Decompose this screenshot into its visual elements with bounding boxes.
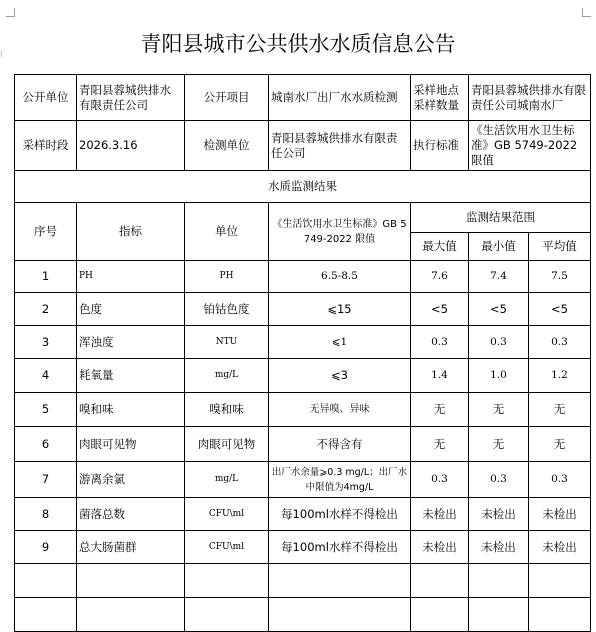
row-item: 肉眼可见物 — [77, 427, 185, 462]
table-row — [15, 393, 591, 427]
row-no: 9 — [15, 531, 77, 564]
row-limit: 每100ml水样不得检出 — [269, 531, 411, 564]
row-limit: ⩽15 — [269, 293, 411, 326]
row-no: 6 — [15, 427, 77, 462]
row-unit: PH — [185, 261, 269, 293]
time-value: 2026.3.16 — [77, 121, 185, 171]
empty-row — [15, 564, 591, 598]
lab-label: 检测单位 — [185, 121, 269, 171]
table-row — [15, 326, 591, 359]
header-row-1 — [15, 203, 591, 233]
row-unit: 肉眼可见物 — [185, 427, 269, 462]
table-row — [15, 462, 591, 498]
water-quality-table — [14, 74, 591, 632]
table-row — [15, 498, 591, 531]
unit-label: 公开单位 — [15, 75, 77, 121]
row-avg: <5 — [529, 293, 591, 326]
row-min: 无 — [469, 427, 529, 462]
row-min: 0.3 — [469, 462, 529, 498]
section-row — [15, 171, 591, 203]
row-no: 1 — [15, 261, 77, 293]
header-min: 最小值 — [469, 233, 529, 261]
row-avg: 无 — [529, 393, 591, 427]
row-min: 7.4 — [469, 261, 529, 293]
row-avg: 无 — [529, 427, 591, 462]
row-avg: 0.3 — [529, 326, 591, 359]
table-row — [15, 293, 591, 326]
row-unit: NTU — [185, 326, 269, 359]
row-min: <5 — [469, 293, 529, 326]
row-max: <5 — [411, 293, 469, 326]
standard-value: 《生活饮用水卫生标准》GB 5749-2022 限值 — [469, 121, 591, 171]
sample-site-value: 青阳县蓉城供排水有限责任公司城南水厂 — [469, 75, 591, 121]
row-avg: 1.2 — [529, 359, 591, 393]
row-unit: CFU\ml — [185, 498, 269, 531]
row-item: 菌落总数 — [77, 498, 185, 531]
row-min: 1.0 — [469, 359, 529, 393]
row-unit: 嗅和味 — [185, 393, 269, 427]
row-limit: 无异嗅、异味 — [269, 393, 411, 427]
row-no: 8 — [15, 498, 77, 531]
row-max: 0.3 — [411, 462, 469, 498]
sample-site-label: 采样地点采样数量 — [411, 75, 469, 121]
header-max: 最大值 — [411, 233, 469, 261]
row-max: 0.3 — [411, 326, 469, 359]
row-max: 未检出 — [411, 531, 469, 564]
time-label: 采样时段 — [15, 121, 77, 171]
row-item: 总大肠菌群 — [77, 531, 185, 564]
page-title: 青阳县城市公共供水水质信息公告 — [140, 32, 456, 56]
row-limit: ⩽1 — [269, 326, 411, 359]
row-no: 5 — [15, 393, 77, 427]
row-avg: 7.5 — [529, 261, 591, 293]
row-max: 无 — [411, 393, 469, 427]
row-limit: 每100ml水样不得检出 — [269, 498, 411, 531]
row-limit: 出厂水余量⩾0.3 mg/L；出厂水中限值为4mg/L — [269, 462, 411, 498]
header-limit: 《生活饮用水卫生标准》GB 5749-2022 限值 — [269, 203, 411, 261]
row-min: 无 — [469, 393, 529, 427]
row-max: 1.4 — [411, 359, 469, 393]
row-item: PH — [77, 261, 185, 293]
row-avg: 未检出 — [529, 498, 591, 531]
row-unit: mg/L — [185, 462, 269, 498]
header-no: 序号 — [15, 203, 77, 261]
header-item: 指标 — [77, 203, 185, 261]
row-item: 色度 — [77, 293, 185, 326]
crop-mark-top-left — [6, 8, 15, 17]
row-item: 嗅和味 — [77, 393, 185, 427]
row-min: 未检出 — [469, 498, 529, 531]
row-max: 无 — [411, 427, 469, 462]
table-row — [15, 427, 591, 462]
row-unit: CFU\ml — [185, 531, 269, 564]
row-limit: ⩽3 — [269, 359, 411, 393]
header-range: 监测结果范围 — [411, 203, 591, 233]
table-row — [15, 359, 591, 393]
row-item: 浑浊度 — [77, 326, 185, 359]
row-no: 3 — [15, 326, 77, 359]
header-unit: 单位 — [185, 203, 269, 261]
row-no: 4 — [15, 359, 77, 393]
empty-row — [15, 598, 591, 632]
row-avg: 未检出 — [529, 531, 591, 564]
row-max: 7.6 — [411, 261, 469, 293]
lab-value: 青阳县蓉城供排水有限责任公司 — [269, 121, 411, 171]
table-row — [15, 531, 591, 564]
row-item: 耗氧量 — [77, 359, 185, 393]
standard-label: 执行标准 — [411, 121, 469, 171]
info-row-2 — [15, 121, 591, 171]
header-avg: 平均值 — [529, 233, 591, 261]
project-label: 公开项目 — [185, 75, 269, 121]
paragraph-mark-icon: ⁝ — [0, 50, 3, 60]
row-limit: 6.5-8.5 — [269, 261, 411, 293]
row-min: 0.3 — [469, 326, 529, 359]
row-max: 未检出 — [411, 498, 469, 531]
row-unit: 铂钴色度 — [185, 293, 269, 326]
row-limit: 不得含有 — [269, 427, 411, 462]
row-item: 游离余氯 — [77, 462, 185, 498]
row-unit: mg/L — [185, 359, 269, 393]
crop-mark-top-right — [582, 8, 591, 17]
info-row-1 — [15, 75, 591, 121]
unit-value: 青阳县蓉城供排水有限责任公司 — [77, 75, 185, 121]
row-no: 7 — [15, 462, 77, 498]
project-value: 城南水厂出厂水水质检测 — [269, 75, 411, 121]
table-row — [15, 261, 591, 293]
row-no: 2 — [15, 293, 77, 326]
row-min: 未检出 — [469, 531, 529, 564]
section-title: 水质监测结果 — [15, 171, 591, 203]
row-avg: 0.3 — [529, 462, 591, 498]
